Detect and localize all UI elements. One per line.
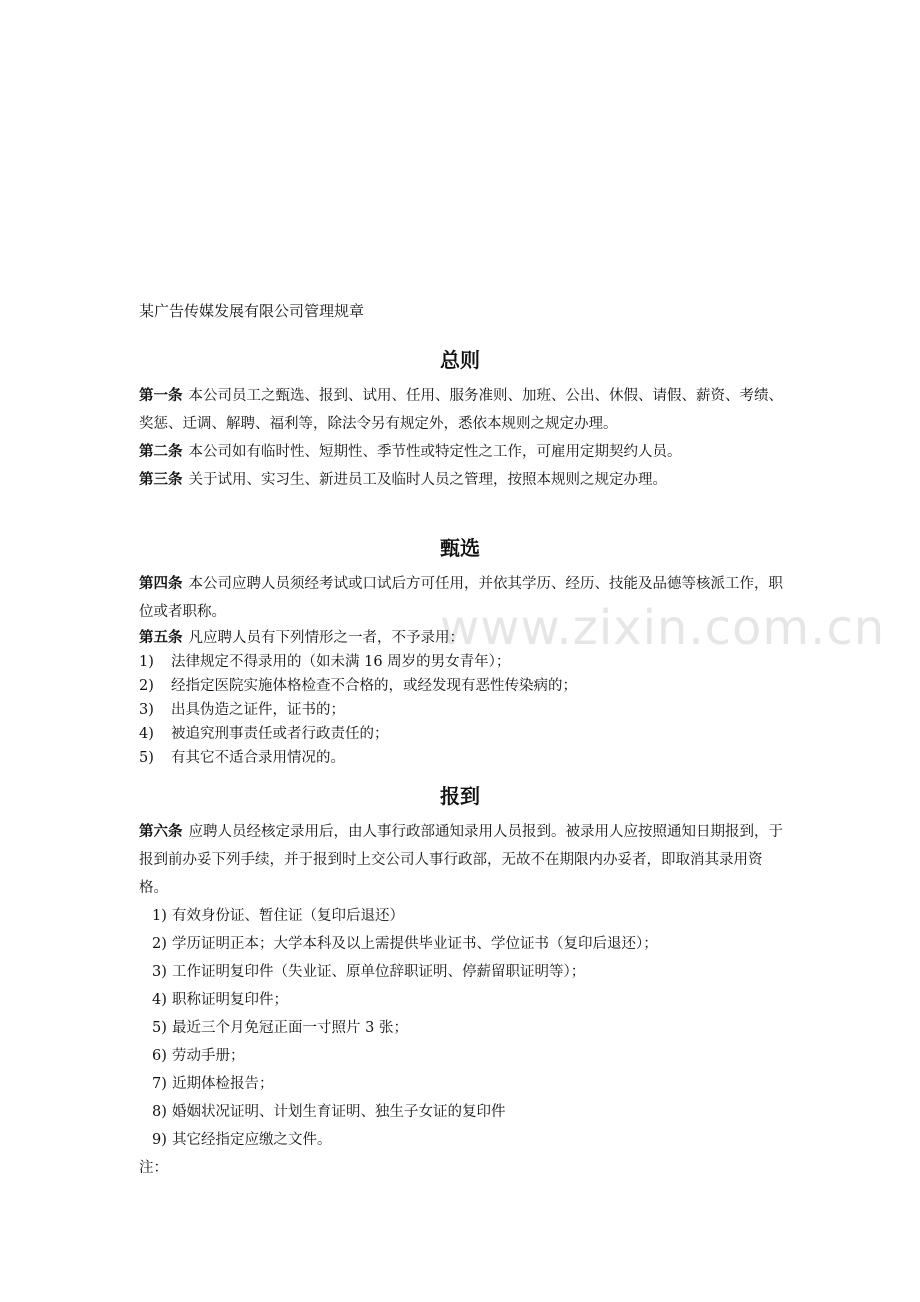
article-text: 凡应聘人员有下列情形之一者，不予录用： [188, 630, 464, 646]
article-2 [139, 438, 784, 466]
list-item: 2) 学历证明正本；大学本科及以上需提供毕业证书、学位证书（复印后退还）； [152, 936, 658, 952]
list-item: 1) 法律规定不得录用的（如未满 16 周岁的男女青年）； [139, 654, 511, 670]
article-text: 本公司如有临时性、短期性、季节性或特定性之工作，可雇用定期契约人员。 [188, 444, 682, 460]
article-label: 第二条 [139, 443, 183, 460]
section-heading-selection: 甄选 [440, 536, 480, 560]
list-item: 5) 有其它不适合录用情况的。 [139, 750, 345, 766]
note-label: 注： [139, 1160, 168, 1176]
list-item: 4) 职称证明复印件； [152, 992, 288, 1008]
article-label: 第三条 [139, 471, 183, 488]
list-item: 2) 经指定医院实施体格检查不合格的，或经发现有恶性传染病的； [139, 678, 577, 694]
list-item: 1) 有效身份证、暂住证（复印后退还） [152, 908, 404, 924]
article-4 [139, 570, 784, 626]
list-item: 7) 近期体检报告； [152, 1076, 274, 1092]
list-item: 4) 被追究刑事责任或者行政责任的； [139, 726, 389, 742]
article-text: 本公司员工之甄选、报到、试用、任用、服务准则、加班、公出、休假、请假、薪资、考绩、奖惩、迁调、解聘、福利等，除法令另有规定外，悉依本规则之规定办理。 [139, 388, 783, 432]
list-item: 8) 婚姻状况证明、计划生育证明、独生子女证的复印件 [152, 1104, 506, 1120]
list-item: 6) 劳动手册； [152, 1048, 245, 1064]
list-item: 3) 出具伪造之证件，证书的； [139, 702, 345, 718]
article-label: 第一条 [139, 387, 183, 404]
article-6 [139, 818, 784, 902]
article-text: 应聘人员经核定录用后，由人事行政部通知录用人员报到。被录用人应按照通知日期报到，于报到前办妥下列手续，并于报到时上交公司人事行政部，无故不在期限内办妥者，即取消其录用资格。 [139, 824, 783, 896]
article-1 [139, 382, 784, 438]
article-text: 本公司应聘人员须经考试或口试后方可任用，并依其学历、经历、技能及品德等核派工作，职位或者职称。 [139, 576, 783, 620]
section-heading-general: 总则 [440, 348, 480, 372]
article-3 [139, 466, 784, 494]
article-label: 第五条 [139, 629, 183, 646]
article-text: 关于试用、实习生、新进员工及临时人员之管理，按照本规则之规定办理。 [188, 472, 667, 488]
list-item: 3) 工作证明复印件（失业证、原单位辞职证明、停薪留职证明等）； [152, 964, 586, 980]
article-label: 第六条 [139, 823, 183, 840]
article-5 [139, 624, 784, 652]
watermark: www.zixin.com.cn [440, 600, 886, 656]
article-label: 第四条 [139, 575, 183, 592]
document-title: 某广告传媒发展有限公司管理规章 [139, 302, 365, 320]
section-heading-registration: 报到 [440, 784, 480, 808]
list-item: 9) 其它经指定应缴之文件。 [152, 1132, 332, 1148]
list-item: 5) 最近三个月免冠正面一寸照片 3 张； [152, 1020, 408, 1036]
